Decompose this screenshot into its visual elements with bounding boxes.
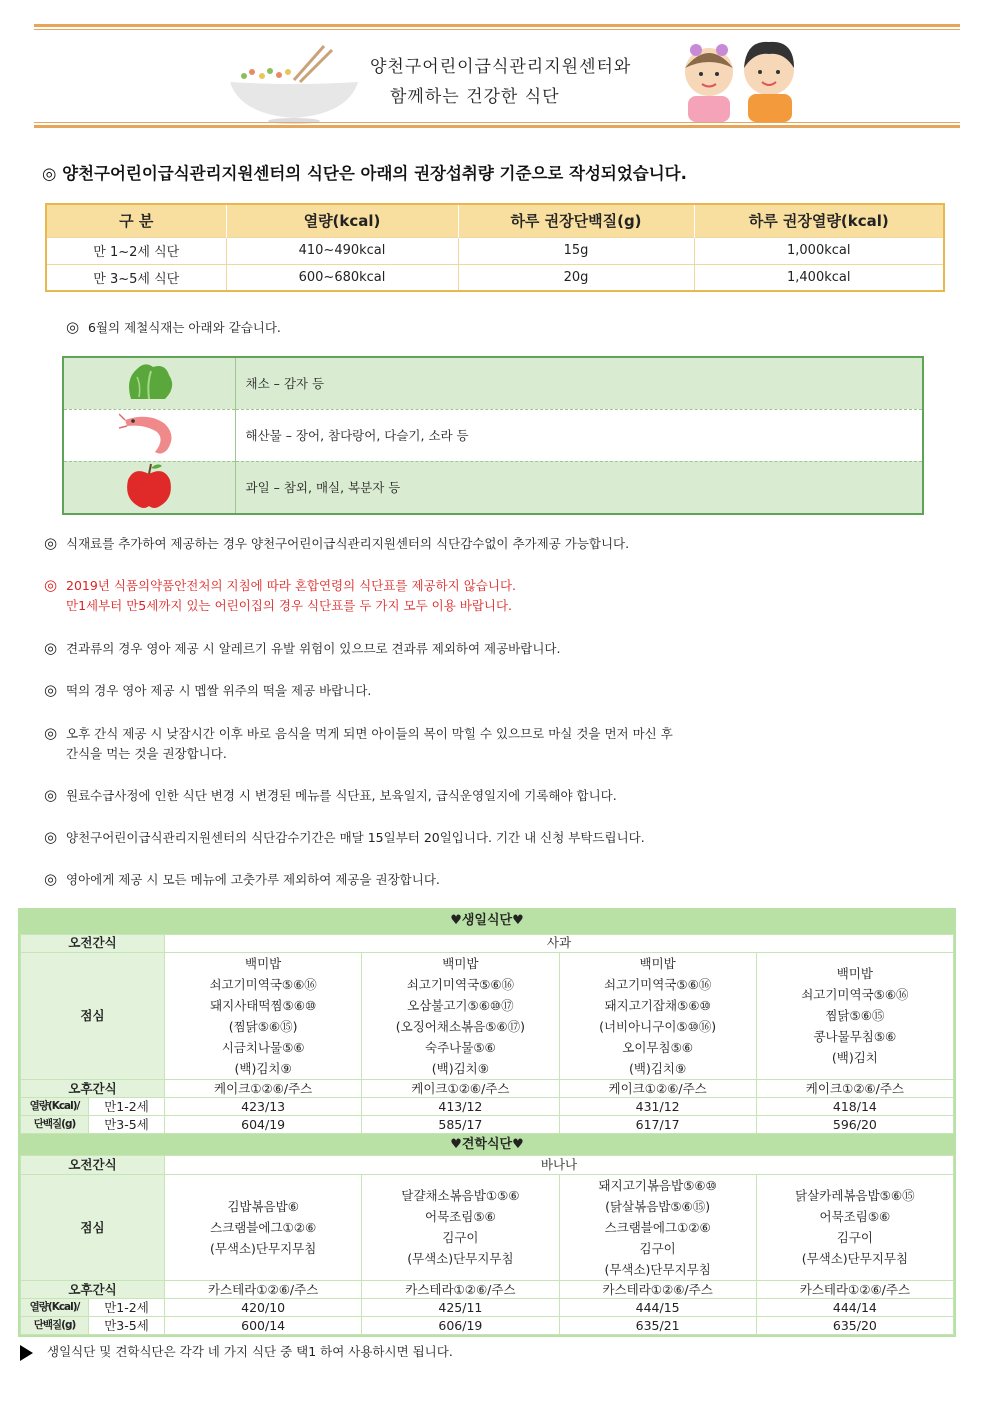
age-1-2-label: 만1-2세: [89, 1298, 165, 1316]
menu-item: 돼지고기볶음밥⑤⑥⑩: [598, 1177, 717, 1193]
cell-kcal: 600~680kcal: [226, 264, 458, 291]
cell-protein: 15g: [458, 237, 694, 264]
menu-item: (무색소)단무지무침: [801, 1251, 909, 1266]
double-circle-icon: ◎: [66, 318, 80, 336]
page-heading: ◎ 양천구어린이급식관리지원센터의 식단은 아래의 권장섭취량 기준으로 작성되었습니다.: [42, 164, 687, 183]
lunch-label: 점심: [21, 952, 165, 1079]
table-row: [21, 1316, 954, 1334]
lunch-menu-cell: [756, 1174, 953, 1280]
section-title-row: [21, 1133, 954, 1155]
age-1-2-label: 만1-2세: [89, 1097, 165, 1115]
ingredient-text: 과일 – 참외, 매실, 복분자 등: [235, 461, 923, 514]
menu-item: 어묵조림⑤⑥: [425, 1209, 496, 1224]
double-circle-icon: ◎: [44, 786, 58, 804]
afternoon-snack-value: 카스테라①②⑥/주스: [756, 1280, 953, 1298]
menu-item: 김구이: [442, 1230, 479, 1245]
double-circle-icon: ◎: [44, 576, 58, 594]
nutrition-value: 606/19: [362, 1316, 559, 1334]
nutrition-value: 585/17: [362, 1115, 559, 1133]
lunch-label: 점심: [21, 1174, 165, 1280]
afternoon-snack-value: 케이크①②⑥/주스: [756, 1079, 953, 1097]
menu-item: 쇠고기미역국⑤⑥⑯: [801, 987, 909, 1002]
nutrition-value: 423/13: [165, 1097, 362, 1115]
note-text: 떡의 경우 영아 제공 시 멥쌀 위주의 떡을 제공 바랍니다.: [66, 683, 372, 698]
menu-item: 달걀채소볶음밥①⑤⑥: [401, 1188, 520, 1203]
note-text: 영아에게 제공 시 모든 메뉴에 고춧가루 제외하여 제공을 권장합니다.: [66, 872, 440, 887]
note-text: 견과류의 경우 영아 제공 시 알레르기 유발 위험이 있으므로 견과류 제외하여 제공바랍니다.: [66, 641, 561, 656]
afternoon-snack-value: 케이크①②⑥/주스: [362, 1079, 559, 1097]
ingredient-text: 해산물 – 장어, 참다랑어, 다슬기, 소라 등: [235, 409, 923, 461]
menu-item: 스크램블에그①②⑥: [604, 1219, 711, 1235]
protein-label: 단백질(g): [21, 1316, 89, 1334]
banner-title-line1: 양천구어린이급식관리지원센터와: [370, 57, 632, 77]
nutrition-value: 413/12: [362, 1097, 559, 1115]
field-trip-title: ♥견학식단♥: [21, 1133, 954, 1155]
header-protein: 하루 권장단백질(g): [458, 204, 694, 237]
nutrition-value: 444/15: [559, 1298, 756, 1316]
header-category: 구 분: [46, 204, 226, 237]
table-row: [63, 461, 923, 514]
menu-item: 쇠고기미역국⑤⑥⑯: [406, 976, 515, 992]
double-circle-icon: ◎: [44, 870, 58, 888]
nutrition-value: 418/14: [756, 1097, 953, 1115]
note-3: [44, 639, 560, 657]
footer-text: 생일식단 및 견학식단은 각각 네 가지 식단 중 택1 하여 사용하시면 됩니다.: [47, 1344, 453, 1359]
header-kcal: 열량(kcal): [226, 204, 458, 237]
birthday-title: ♥생일식단♥: [21, 908, 954, 934]
banner: [34, 30, 960, 122]
menu-item: 백미밥: [245, 955, 282, 971]
menu-item: 쇠고기미역국⑤⑥⑯: [209, 976, 317, 992]
ingredient-text: 채소 – 감자 등: [235, 357, 923, 409]
menu-item: (무색소)단무지무침: [209, 1240, 317, 1256]
lunch-menu-cell: [362, 1174, 559, 1280]
kcal-label: 열량(Kcal)/: [21, 1097, 89, 1115]
note-5: [44, 723, 673, 764]
shrimp-icon: [119, 410, 179, 458]
lunch-menu-cell: [362, 952, 559, 1079]
menu-item: 백미밥: [836, 966, 873, 981]
note-text: 2019년 식품의약품안전처의 지침에 따라 혼합연령의 식단표를 제공하지 않습니다.: [66, 578, 516, 593]
menu-item: (닭살볶음밥⑤⑥⑮): [605, 1198, 711, 1214]
afternoon-snack-value: 카스테라①②⑥/주스: [559, 1280, 756, 1298]
banner-title-line2: 함께하는 건강한 식단: [390, 87, 560, 107]
menu-item: 어묵조림⑤⑥: [819, 1209, 891, 1224]
double-circle-icon: ◎: [44, 681, 58, 699]
menu-item: 김구이: [639, 1240, 676, 1256]
menu-item: (백)김치⑨: [234, 1060, 292, 1076]
nutrition-value: 425/11: [362, 1298, 559, 1316]
special-menu-table: [20, 908, 954, 1335]
nutrition-value: 600/14: [165, 1316, 362, 1334]
lunch-menu-cell: [165, 952, 362, 1079]
menu-item: 김구이: [836, 1230, 873, 1245]
rice-bowl-icon: [224, 42, 364, 124]
age-3-5-label: 만3-5세: [89, 1115, 165, 1133]
note-text: 양천구어린이급식관리지원센터의 식단감수기간은 매달 15일부터 20일입니다. 기간 내 신청 부탁드립니다.: [66, 830, 645, 845]
ingredient-icon-cell: [63, 461, 235, 514]
menu-item: 김밥볶음밥⑥: [227, 1198, 299, 1214]
note-8: [44, 870, 440, 888]
age-3-5-label: 만3-5세: [89, 1316, 165, 1334]
menu-item: 오삼불고기⑤⑥⑩⑰: [407, 997, 514, 1013]
cell-category: 만 3~5세 식단: [46, 264, 226, 291]
afternoon-snack-value: 케이크①②⑥/주스: [559, 1079, 756, 1097]
menu-item: 돼지고기잡채⑤⑥⑩: [604, 997, 711, 1013]
double-circle-icon: ◎: [44, 639, 58, 657]
menu-item: 콩나물무침⑤⑥: [813, 1029, 897, 1044]
menu-item: 쇠고기미역국⑤⑥⑯: [603, 976, 712, 992]
lunch-menu-cell: [559, 952, 756, 1079]
lunch-menu-cell: [756, 952, 953, 1079]
menu-item: 닭살카레볶음밥⑤⑥⑮: [795, 1188, 915, 1203]
double-circle-icon: ◎: [44, 724, 58, 742]
nutrition-value: 604/19: [165, 1115, 362, 1133]
nutrition-value: 635/20: [756, 1316, 953, 1334]
table-row: [21, 1097, 954, 1115]
children-illustration-icon: [674, 34, 804, 122]
intake-standards-table: [45, 203, 945, 292]
nutrition-value: 596/20: [756, 1115, 953, 1133]
afternoon-snack-label: 오후간식: [21, 1280, 165, 1298]
table-row: [21, 952, 954, 1079]
menu-item: 돼지사태떡찜⑤⑥⑩: [210, 997, 317, 1013]
morning-snack-value: 바나나: [165, 1155, 954, 1174]
section-title-row: [21, 908, 954, 934]
note-text: 식재료를 추가하여 제공하는 경우 양천구어린이급식관리지원센터의 식단감수없이 추가제공 가능합니다.: [66, 536, 630, 551]
table-row: [46, 237, 944, 264]
cell-category: 만 1~2세 식단: [46, 237, 226, 264]
menu-item: (무색소)단무지무침: [604, 1261, 711, 1277]
lunch-menu-cell: [559, 1174, 756, 1280]
seasonal-intro-text: 6월의 제철식재는 아래와 같습니다.: [88, 320, 281, 335]
menu-item: 백미밥: [442, 955, 479, 971]
menu-item: 오이무침⑤⑥: [622, 1039, 693, 1055]
note-text: 간식을 먹는 것을 권장합니다.: [66, 746, 227, 761]
table-row: [63, 409, 923, 461]
nutrition-value: 617/17: [559, 1115, 756, 1133]
menu-item: (백)김치⑨: [629, 1060, 687, 1076]
double-circle-icon: ◎: [44, 534, 58, 552]
menu-item: (무색소)단무지무침: [407, 1251, 514, 1266]
cell-protein: 20g: [458, 264, 694, 291]
cell-daily-kcal: 1,400kcal: [694, 264, 944, 291]
table-row: [21, 1115, 954, 1133]
afternoon-snack-value: 카스테라①②⑥/주스: [165, 1280, 362, 1298]
menu-item: (오징어채소볶음⑤⑥⑰): [395, 1018, 525, 1034]
menu-item: (백)김치: [831, 1050, 878, 1065]
note-4: [44, 681, 371, 699]
note-text: 오후 간식 제공 시 낮잠시간 이후 바로 음식을 먹게 되면 아이들의 목이 막힐 수 있으므로 마실 것을 먼저 마신 후: [66, 726, 673, 741]
morning-snack-label: 오전간식: [21, 934, 165, 952]
nutrition-value: 420/10: [165, 1298, 362, 1316]
morning-snack-value: 사과: [165, 934, 954, 952]
nutrition-value: 635/21: [559, 1316, 756, 1334]
note-1: [44, 534, 629, 552]
header-rule-bottom-thick: [34, 125, 960, 128]
menu-item: 찜닭⑤⑥⑮: [825, 1008, 885, 1023]
note-7: [44, 828, 645, 846]
menu-item: 백미밥: [639, 955, 676, 971]
header-rule-bottom: [34, 122, 960, 123]
header-rule-top: [34, 24, 960, 27]
kcal-label: 열량(Kcal)/: [21, 1298, 89, 1316]
afternoon-snack-value: 케이크①②⑥/주스: [165, 1079, 362, 1097]
ingredient-icon-cell: [63, 409, 235, 461]
table-row: [21, 1155, 954, 1174]
menu-item: (찜닭⑤⑥⑮): [228, 1018, 298, 1034]
header-daily-kcal: 하루 권장열량(kcal): [694, 204, 944, 237]
note-6: [44, 786, 617, 804]
nutrition-value: 444/14: [756, 1298, 953, 1316]
note-text: 원료수급사정에 인한 식단 변경 시 변경된 메뉴를 식단표, 보육일지, 급식운영일지에 기록해야 합니다.: [66, 788, 617, 803]
triangle-bullet-icon: [20, 1345, 33, 1361]
lunch-menu-cell: [165, 1174, 362, 1280]
cell-daily-kcal: 1,000kcal: [694, 237, 944, 264]
table-row: [46, 264, 944, 291]
double-circle-icon: ◎: [44, 828, 58, 846]
apple-icon: [124, 462, 174, 510]
table-row: [21, 1079, 954, 1097]
menu-item: (너비아니구이⑤⑩⑯): [599, 1018, 717, 1034]
lettuce-icon: [121, 359, 177, 405]
note-text: 만1세부터 만5세까지 있는 어린이집의 경우 식단표를 두 가지 모두 이용 바랍니다.: [66, 598, 513, 613]
morning-snack-label: 오전간식: [21, 1155, 165, 1174]
seasonal-ingredients-table: [62, 356, 924, 515]
nutrition-value: 431/12: [559, 1097, 756, 1115]
menu-item: 숙주나물⑤⑥: [425, 1039, 496, 1055]
table-row: [21, 1174, 954, 1280]
table-row: [21, 1280, 954, 1298]
table-header-row: [46, 204, 944, 237]
note-2: [44, 575, 516, 616]
special-menu-panel: [18, 908, 956, 1337]
table-row: [21, 1298, 954, 1316]
menu-item: 시금치나물⑤⑥: [221, 1039, 305, 1055]
menu-item: 스크램블에그①②⑥: [210, 1219, 317, 1235]
table-row: [21, 934, 954, 952]
seasonal-intro: [66, 318, 281, 336]
table-row: [63, 357, 923, 409]
afternoon-snack-value: 카스테라①②⑥/주스: [362, 1280, 559, 1298]
ingredient-icon-cell: [63, 357, 235, 409]
cell-kcal: 410~490kcal: [226, 237, 458, 264]
footer-note: [20, 1342, 453, 1361]
protein-label: 단백질(g): [21, 1115, 89, 1133]
afternoon-snack-label: 오후간식: [21, 1079, 165, 1097]
menu-item: (백)김치⑨: [431, 1060, 489, 1076]
